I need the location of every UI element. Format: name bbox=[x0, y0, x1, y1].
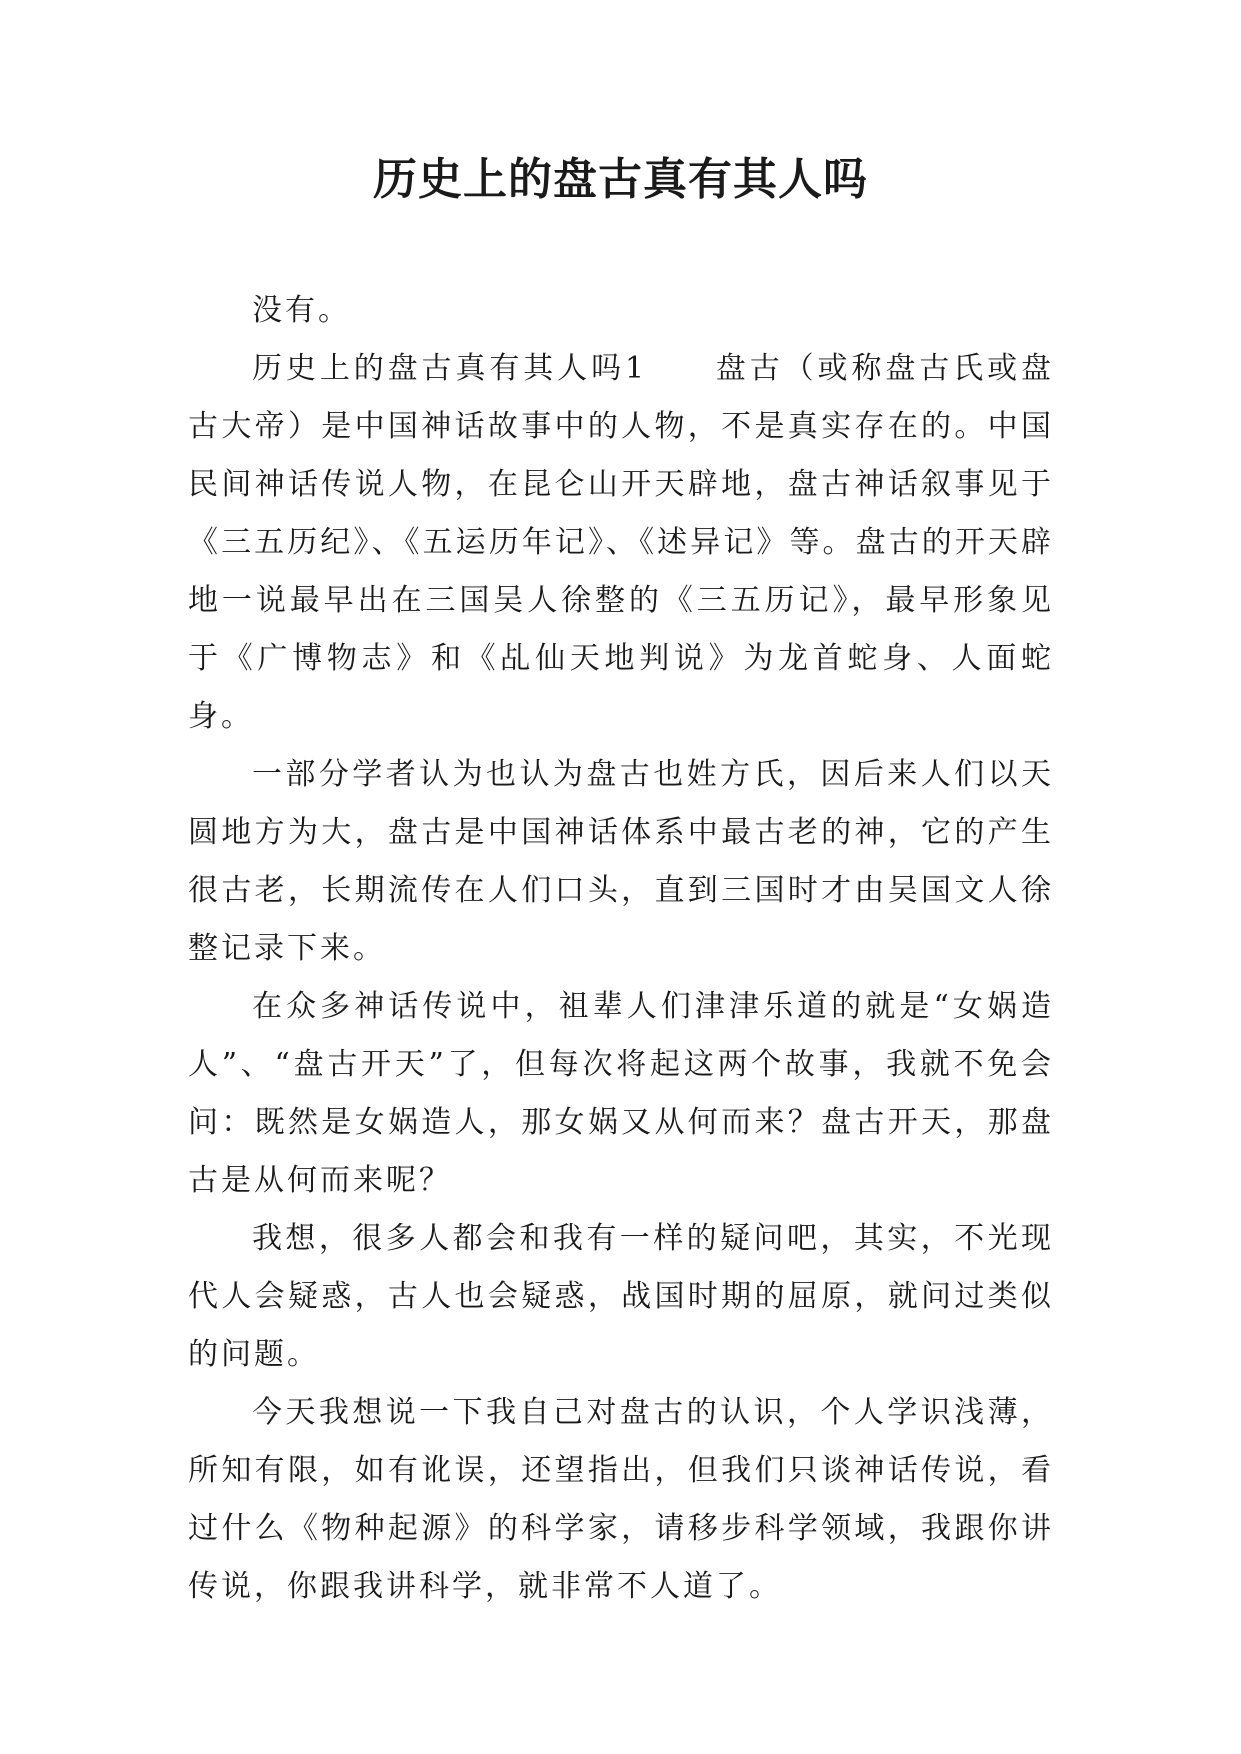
paragraph: 一部分学者认为也认为盘古也姓方氏，因后来人们以天圆地方为大，盘古是中国神话体系中最古老的神，它的产生很古老，长期流传在人们口头，直到三国时才由吴国文人徐整记录下来。 bbox=[188, 757, 1054, 966]
paragraph: 今天我想说一下我自己对盘古的认识，个人学识浅薄，所知有限，如有讹误，还望指出，但我们只谈神话传说，看过什么《物种起源》的科学家，请移步科学领域，我跟你讲传说，你跟我讲科学，就非常不人道了。 bbox=[188, 1395, 1054, 1604]
document-body bbox=[188, 282, 1054, 1616]
document-title: 历史上的盘古真有其人吗 bbox=[373, 154, 868, 205]
paragraph: 历史上的盘古真有其人吗1 盘古（或称盘古氏或盘古大帝）是中国神话故事中的人物，不是真实存在的。中国民间神话传说人物，在昆仑山开天辟地，盘古神话叙事见于《三五历纪》、《五运历年记》、《述异记》等。盘古的开天辟地一说最早出在三国吴人徐整的《三五历记》，最早形象见于《广博物志》和《乩仙天地判说》为龙首蛇身、人面蛇身。 bbox=[188, 351, 1054, 734]
paragraph: 在众多神话传说中，祖辈人们津津乐道的就是“女娲造人”、“盘古开天”了，但每次将起这两个故事，我就不免会问：既然是女娲造人，那女娲又从何而来？盘古开天，那盘古是从何而来呢？ bbox=[188, 989, 1054, 1198]
paragraph: 我想，很多人都会和我有一样的疑问吧，其实，不光现代人会疑惑，古人也会疑惑，战国时期的屈原，就问过类似的问题。 bbox=[188, 1221, 1054, 1372]
paragraph: 没有。 bbox=[252, 293, 351, 328]
